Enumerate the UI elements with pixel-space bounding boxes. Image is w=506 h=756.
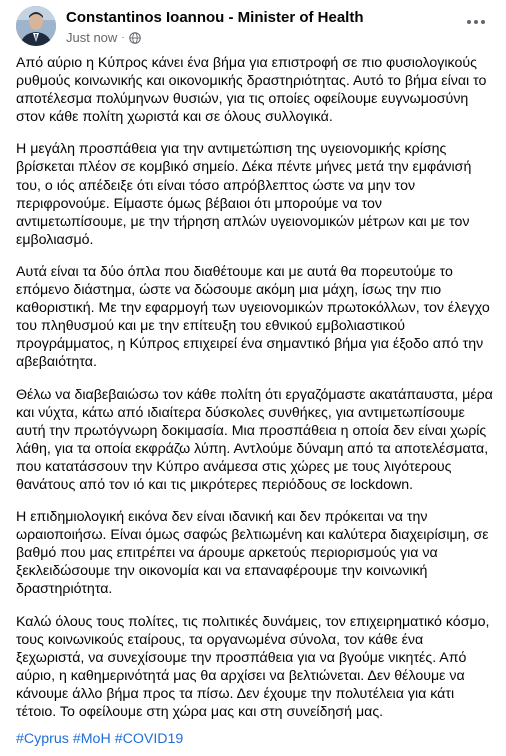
post-paragraph: Καλώ όλους τους πολίτες, τις πολιτικές δυνάμεις, τον επιχειρηματικό κόσμο, τους κοινωνικούς εταίρους, τα οργανωμένα σύνολα, τον κάθε ένα ξεχωριστά, να συνεχίσουμε την προσπάθεια για να βγούμε νικητές. Από αύριο, η καθημερινότητά μας θα αρχίσει να βελτιώνεται. Δεν θέλουμε να κάνουμε άλλο βήμα προς τα πίσω. Δεν έχουμε την πολυτέλεια για κάτι τέτοιο. Το οφείλουμε στη χώρα μας και στη συνείδησή μας. xyxy=(16,613,490,720)
more-dot-icon xyxy=(474,20,478,24)
more-options-button[interactable] xyxy=(458,4,494,40)
post-meta xyxy=(66,30,141,45)
globe-icon[interactable] xyxy=(129,32,141,44)
post-body xyxy=(16,54,494,735)
more-dot-icon xyxy=(481,20,485,24)
hashtag-link[interactable]: #MoH xyxy=(72,731,111,747)
hashtag-link[interactable]: #COVID19 xyxy=(114,731,184,747)
post-timestamp[interactable]: Just now xyxy=(66,30,118,45)
more-dot-icon xyxy=(467,20,471,24)
hashtag-link[interactable]: #Cyprus xyxy=(16,731,69,747)
post-paragraph: Η μεγάλη προσπάθεια για την αντιμετώπιση της υγειονομικής κρίσης βρίσκεται πλέον σε κομβικό σημείο. Δέκα πέντε μήνες μετά την εμφάνισή του, ο ιός απέδειξε ότι είναι τόσο απρόβλεπτος ώστε να μην τον περιφρονούμε. Είμαστε όμως βέβαιοι ότι μπορούμε να τον αντιμετωπίσουμε, με την τήρηση απλών υγειονομικών μέτρων και με τον εμβολιασμό. xyxy=(16,141,472,248)
avatar-photo-icon xyxy=(16,6,56,46)
author-name[interactable]: Constantinos Ioannou - Minister of Health xyxy=(66,9,364,26)
author-avatar[interactable] xyxy=(16,6,56,46)
post-paragraph: Αυτά είναι τα δύο όπλα που διαθέτουμε και με αυτά θα πορευτούμε το επόμενο διάστημα, ώστε να δώσουμε ακόμη μια μάχη, ίσως την πιο καθοριστική. Με την εφαρμογή των υγειονομικών πρωτοκόλλων, τον έλεγχο του πληθυσμού και με την επίτευξη του εθνικού εμβολιαστικού προγράμματος, η Κύπρος επιχειρεί ένα σημαντικό βήμα για έξοδο από την αβεβαιότητα. xyxy=(16,263,490,371)
post-paragraph: Από αύριο η Κύπρος κάνει ένα βήμα για επιστροφή σε πιο φυσιολογικούς ρυθμούς κοινωνικής και οικονομικής δραστηριότητας. Αυτό το βήμα είναι το αποτέλεσμα πολύμηνων θυσιών, για τις οποίες οφείλουμε ευγνωμοσύνη στον κάθε πολίτη χωριστά και σε όλους συλλογικά. xyxy=(16,55,487,126)
hashtags xyxy=(16,730,187,748)
post-paragraph: Θέλω να διαβεβαιώσω τον κάθε πολίτη ότι εργαζόμαστε ακατάπαυστα, μέρα και νύχτα, κάτω από ιδιαίτερα δύσκολες συνθήκες, για αντιμετωπίσουμε αυτή την πρωτόγνωρη δοκιμασία. Μια προσπάθεια η οποία δεν είναι χωρίς λάθη, για τα οποία εκφράζω λύπη. Αντλούμε δύναμη από τα αποτελέσματα, που κατατάσσουν την Κύπρο ανάμεσα στις χώρες με τους λιγότερους θανάτους από τον ιό και τις μικρότερες περιόδους σε lockdown. xyxy=(16,386,493,493)
post-paragraph: Η επιδημιολογική εικόνα δεν είναι ιδανική και δεν πρόκειται να την ωραιοποιήσω. Είναι όμως σαφώς βελτιωμένη και καλύτερα διαχειρίσιμη, σε βαθμό που μας επιτρέπει να άρουμε αρκετούς περιορισμούς για να ξεκλειδώσουμε την οικονομία και να επαναφέρουμε την κοινωνική δραστηριότητα. xyxy=(16,509,489,598)
post-header xyxy=(16,6,490,46)
meta-separator: · xyxy=(121,32,125,43)
